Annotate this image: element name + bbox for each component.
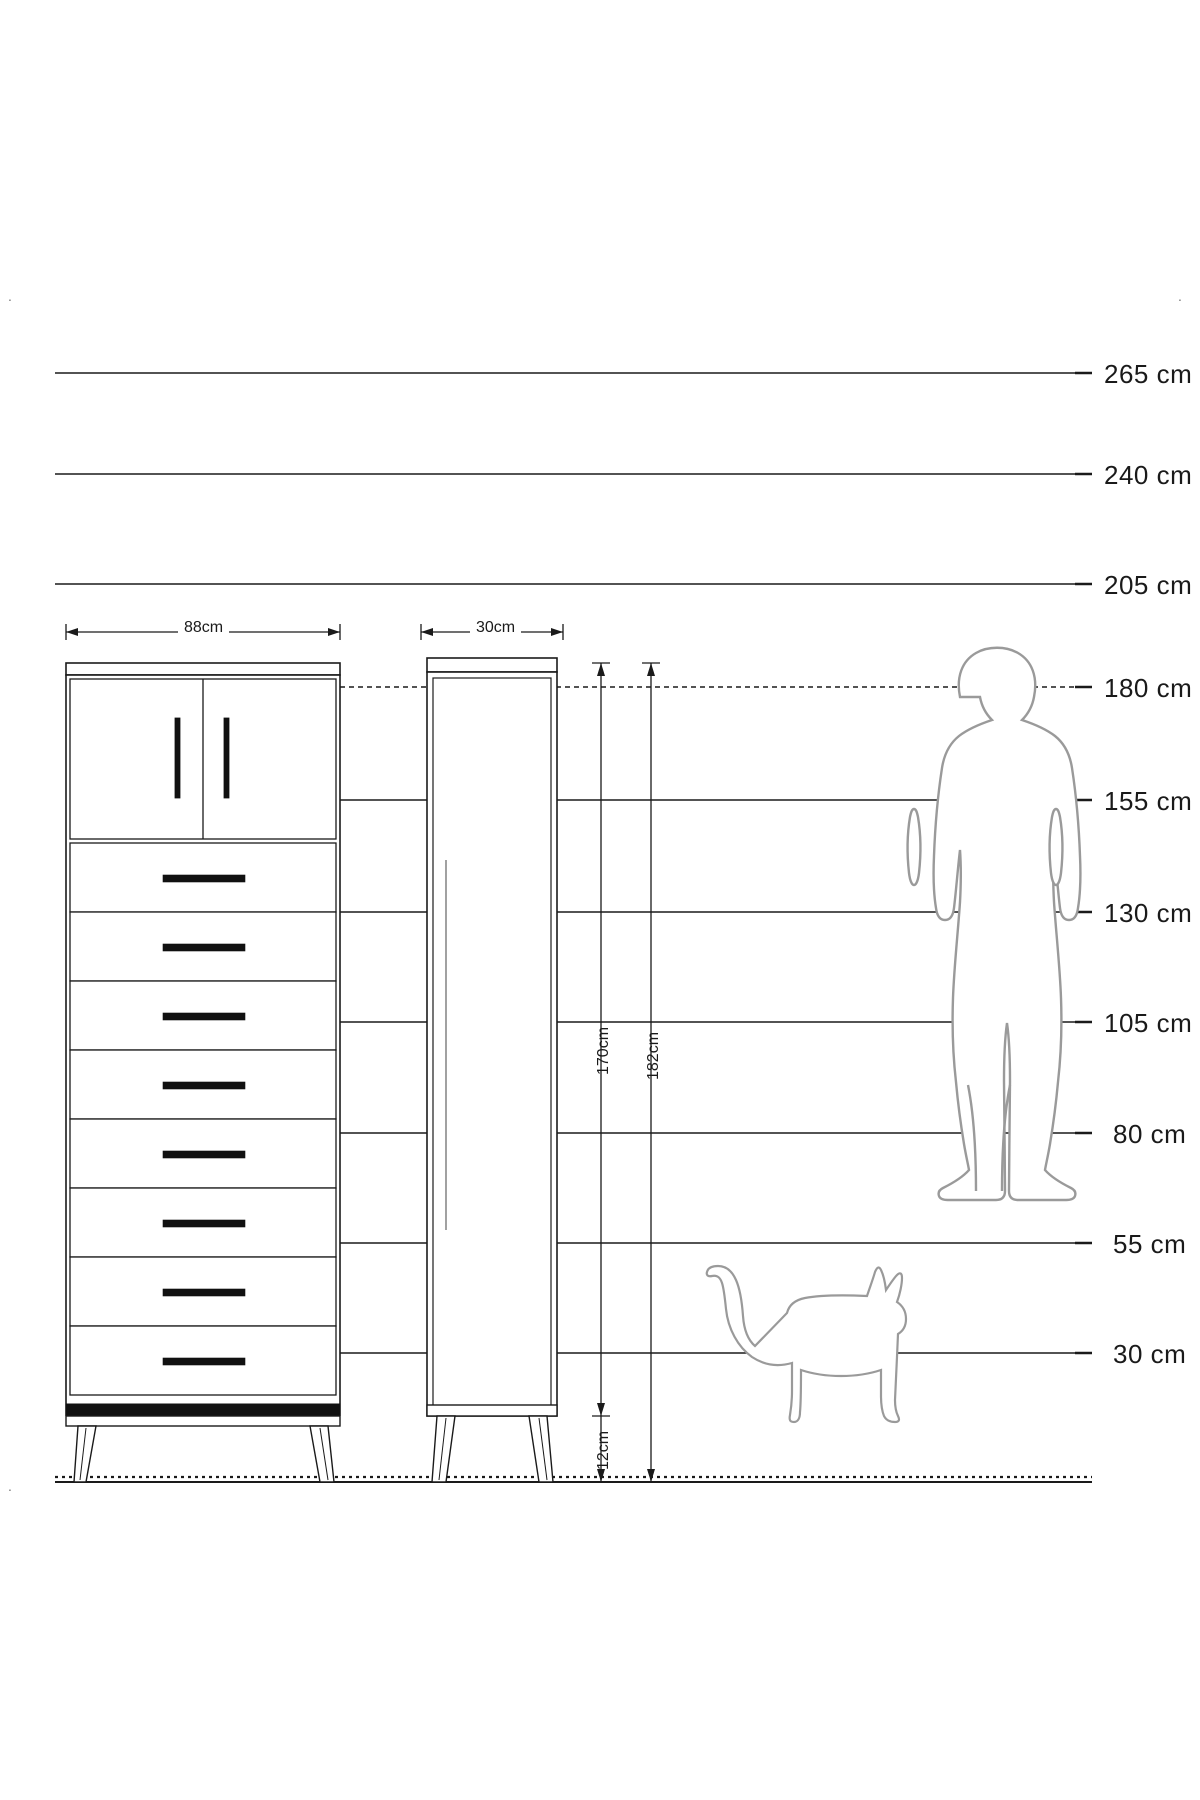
scale-label-30: 30 cm — [1113, 1339, 1187, 1369]
scale-label-265: 265 cm — [1104, 359, 1193, 389]
corner-mark-top-left: . — [8, 288, 12, 304]
ground-line — [55, 1477, 1092, 1482]
scale-label-240: 240 cm — [1104, 460, 1193, 490]
height-label-170cm: 170cm — [595, 1026, 612, 1075]
scale-label-205: 205 cm — [1104, 570, 1193, 600]
scale-label-130: 130 cm — [1104, 898, 1193, 928]
height-label-12cm: 12cm — [595, 1430, 612, 1470]
scale-label-80: 80 cm — [1113, 1119, 1187, 1149]
scale-label-105: 105 cm — [1104, 1008, 1193, 1038]
tall-cabinet-with-drawers — [66, 663, 340, 1482]
cat-silhouette — [707, 1266, 906, 1422]
corner-mark-top-right: . — [1178, 288, 1182, 304]
scale-label-180: 180 cm — [1104, 673, 1193, 703]
height-label-182cm: 182cm — [645, 1031, 662, 1080]
scale-label-155: 155 cm — [1104, 786, 1193, 816]
narrow-cabinet — [427, 658, 557, 1482]
width-label-88cm: 88cm — [178, 619, 229, 637]
width-label-30cm: 30cm — [470, 619, 521, 637]
scale-label-55: 55 cm — [1113, 1229, 1187, 1259]
corner-mark-bottom-left: . — [8, 1478, 12, 1494]
man-silhouette — [908, 648, 1081, 1200]
